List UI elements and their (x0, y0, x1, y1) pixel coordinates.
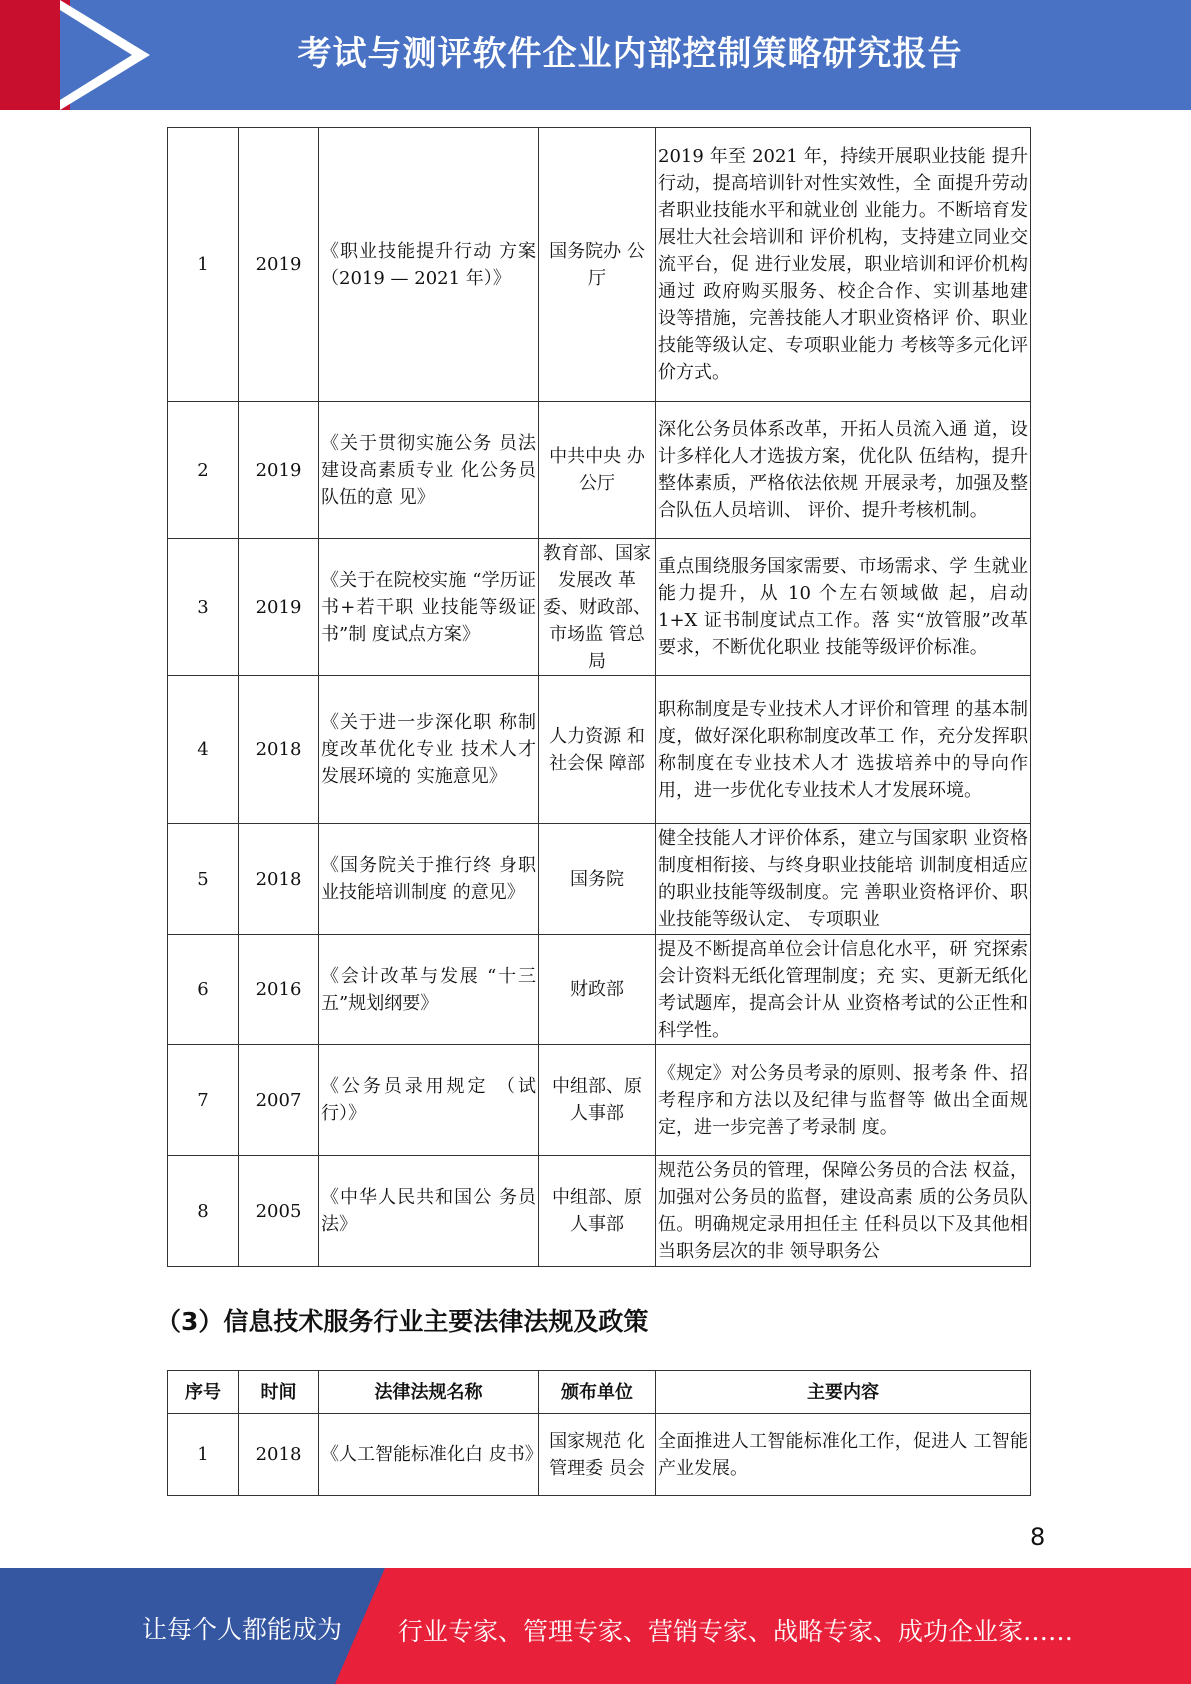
row-year: 2019 (239, 128, 319, 402)
regulation-name: 《国务院关于推行终 身职业技能培训制度 的意见》 (319, 824, 539, 935)
footer-slogan-left: 让每个人都能成为 (142, 1615, 343, 1644)
issuing-unit: 国务院办 公厅 (539, 128, 656, 402)
row-year: 2019 (239, 539, 319, 676)
table-row (168, 1045, 1031, 1156)
regulation-name: 《关于进一步深化职 称制度改革优化专业 技术人才发展环境的 实施意见》 (319, 676, 539, 824)
row-number: 7 (168, 1045, 239, 1156)
section-heading: （3）信息技术服务行业主要法律法规及政策 (156, 1307, 649, 1336)
issuing-unit: 国家规范 化管理委 员会 (539, 1414, 656, 1496)
issuing-unit: 中组部、原 人事部 (539, 1045, 656, 1156)
regulation-name: 《中华人民共和国公 务员法》 (319, 1156, 539, 1267)
main-content: 2019 年至 2021 年，持续开展职业技能 提升行动，提高培训针对性实效性，全 面提升劳动者职业技能水平和就业创 业能力。不断培育发展壮大社会培训和 评价机构，支持建立同业交流平台，促 进行业发展，职业培训和评价机构通过 政府购买服务、校企合作、实训基地建 设等措施，完善技能人才职业资格评 价、职业技能等级认定、专项职业能力 考核等多元化评价方式。 (656, 128, 1031, 402)
row-year: 2019 (239, 402, 319, 539)
main-content: 重点围绕服务国家需要、市场需求、学 生就业能力提升，从 10 个左右领域做 起，启动 1+X 证书制度试点工作。落 实“放管服”改革要求，不断优化职业 技能等级评价标准。 (656, 539, 1031, 676)
footer-banner (0, 1568, 1191, 1684)
footer-blue-slant (335, 1568, 385, 1684)
row-number: 5 (168, 824, 239, 935)
table-row (168, 935, 1031, 1045)
row-year: 2005 (239, 1156, 319, 1267)
regulation-name: 《职业技能提升行动 方案（2019 — 2021 年）》 (319, 128, 539, 402)
row-year: 2007 (239, 1045, 319, 1156)
row-number: 4 (168, 676, 239, 824)
row-year: 2018 (239, 676, 319, 824)
header-no: 序号 (168, 1371, 239, 1414)
footer-slogan-right: 行业专家、管理专家、营销专家、战略专家、成功企业家…… (398, 1617, 1074, 1646)
table-row (168, 676, 1031, 824)
row-year: 2018 (239, 1414, 319, 1496)
main-content: 职称制度是专业技术人才评价和管理 的基本制度，做好深化职称制度改革工 作，充分发挥职称制度在专业技术人才 选拔培养中的导向作用，进一步优化专业技术人才发展环境。 (656, 676, 1031, 824)
main-content: 深化公务员体系改革，开拓人员流入通 道，设计多样化人才选拔方案，优化队 伍结构，提升整体素质，严格依法依规 开展录考，加强及整合队伍人员培训、 评价、提升考核机制。 (656, 402, 1031, 539)
issuing-unit: 人力资源 和社会保 障部 (539, 676, 656, 824)
row-number: 3 (168, 539, 239, 676)
row-number: 2 (168, 402, 239, 539)
issuing-unit: 中共中央 办公厅 (539, 402, 656, 539)
header-banner (0, 0, 1191, 110)
table-row (168, 402, 1031, 539)
table-header-row (168, 1371, 1031, 1414)
table-row (168, 128, 1031, 402)
regulation-name: 《会计改革与发展 “十三五”规划纲要》 (319, 935, 539, 1045)
main-content: 《规定》对公务员考录的原则、报考条 件、招考程序和方法以及纪律与监督等 做出全面规定，进一步完善了考录制 度。 (656, 1045, 1031, 1156)
main-content: 健全技能人才评价体系，建立与国家职 业资格制度相衔接、与终身职业技能培 训制度相适应的职业技能等级制度。完 善职业资格评价、职业技能等级认定、 专项职业 (656, 824, 1031, 935)
issuing-unit: 财政部 (539, 935, 656, 1045)
issuing-unit: 教育部、国家发展改 革委、财政部、市场监 管总局 (539, 539, 656, 676)
main-content: 提及不断提高单位会计信息化水平，研 究探索会计资料无纸化管理制度；充 实、更新无纸化考试题库，提高会计从 业资格考试的公正性和科学性。 (656, 935, 1031, 1045)
issuing-unit: 国务院 (539, 824, 656, 935)
row-number: 8 (168, 1156, 239, 1267)
regulation-name: 《关于在院校实施 “学历证书+若干职 业技能等级证书”制 度试点方案》 (319, 539, 539, 676)
header-year: 时间 (239, 1371, 319, 1414)
table-row (168, 539, 1031, 676)
row-number: 6 (168, 935, 239, 1045)
row-year: 2018 (239, 824, 319, 935)
header-name: 法律法规名称 (319, 1371, 539, 1414)
table-row (168, 1414, 1031, 1496)
issuing-unit: 中组部、原 人事部 (539, 1156, 656, 1267)
main-content: 规范公务员的管理，保障公务员的合法 权益，加强对公务员的监督，建设高素 质的公务员队伍。明确规定录用担任主 任科员以下及其他相当职务层次的非 领导职务公 (656, 1156, 1031, 1267)
row-year: 2016 (239, 935, 319, 1045)
regulation-name: 《人工智能标准化白 皮书》 (319, 1414, 539, 1496)
row-number: 1 (168, 128, 239, 402)
it-policy-table (167, 1370, 1031, 1496)
table-row (168, 1156, 1031, 1267)
regulation-name: 《公务员录用规定 （试行）》 (319, 1045, 539, 1156)
row-number: 1 (168, 1414, 239, 1496)
policy-table (167, 127, 1031, 1267)
header-content: 主要内容 (656, 1371, 1031, 1414)
page-number: 8 (1030, 1523, 1046, 1551)
header-blue-chevron (60, 10, 132, 100)
main-content: 全面推进人工智能标准化工作，促进人 工智能产业发展。 (656, 1414, 1031, 1496)
report-title: 考试与测评软件企业内部控制策略研究报告 (297, 34, 963, 74)
regulation-name: 《关于贯彻实施公务 员法建设高素质专业 化公务员队伍的意 见》 (319, 402, 539, 539)
header-org: 颁布单位 (539, 1371, 656, 1414)
table-row (168, 824, 1031, 935)
